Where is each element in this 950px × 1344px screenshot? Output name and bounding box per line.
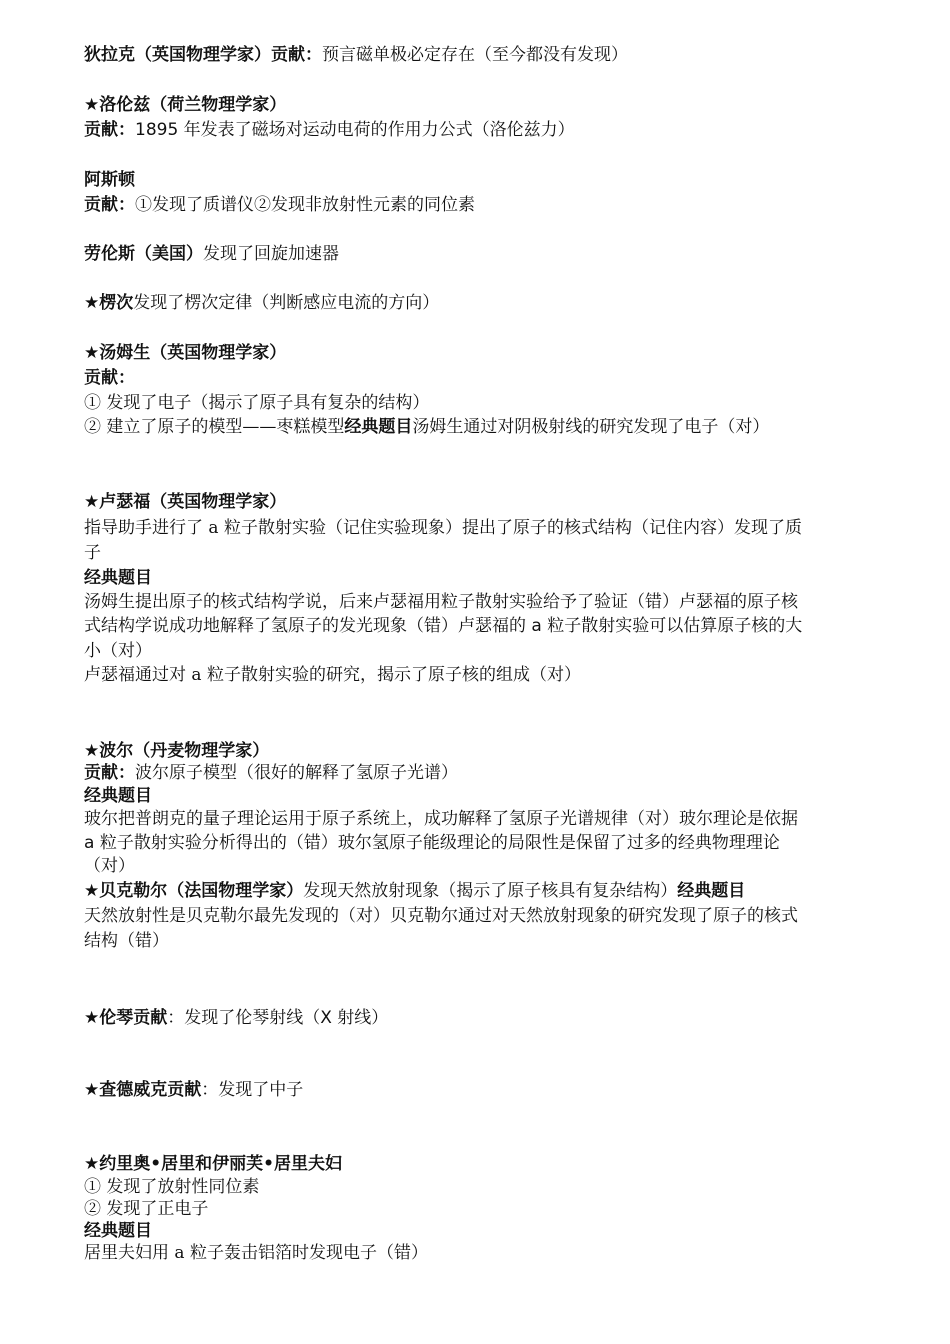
lorentz-text: 年发表了磁场对运动电荷的作用力公式（洛伦兹力） [183,120,575,140]
rutherford-question-2 [84,615,904,637]
thomson-label: 贡献： [84,368,135,388]
bohr-label: 贡献： [84,763,135,783]
rutherford-line-2: 子 [84,543,101,563]
rutherford-question-3: 小（对） [84,641,152,661]
lorentz-year: 1895 [135,120,179,140]
curie-item-2: ② 发现了正电子 [84,1199,209,1219]
becquerel-heading: ★贝克勒尔（法国物理学家） [84,881,304,901]
rutherford-title: ★卢瑟福（英国物理学家） [84,492,287,512]
thomson-item-1: ① 发现了电子（揭示了原子具有复杂的结构） [84,393,430,413]
bohr-title: ★波尔（丹麦物理学家） [84,741,270,761]
rutherford-question-1: 汤姆生提出原子的核式结构学说，后来卢瑟福用粒子散射实验给予了验证（错）卢瑟福的原子核 [84,592,798,612]
roentgen-x: X [320,1008,332,1028]
lenz-text: 发现了楞次定律（判断感应电流的方向） [133,293,440,313]
becquerel-question-2: 结构（错） [84,931,169,951]
aston-text: ①发现了质谱仪②发现非放射性元素的同位素 [135,195,475,215]
lawrence-heading: 劳伦斯（美国） [84,244,203,264]
chadwick-text: ：发现了中子 [201,1080,304,1100]
dirac-line [84,44,904,66]
rutherford-q2-text: 式结构学说成功地解释了氢原子的发光现象（错）卢瑟福的 [84,616,532,636]
becquerel-line [84,880,904,902]
lorentz-title: ★洛伦兹（荷兰物理学家） [84,95,287,115]
chadwick-heading: ★查德威克贡献 [84,1080,202,1100]
thomson-title: ★汤姆生（英国物理学家） [84,343,287,363]
bohr-question-2 [84,832,904,854]
bohr-question-1: 玻尔把普朗克的量子理论运用于原子系统上，成功解释了氢原子光谱规律（对）玻尔理论是依据 [84,809,798,829]
lorentz-label: 贡献： [84,120,135,140]
dirac-heading: 狄拉克（英国物理学家）贡献： [84,45,322,65]
aston-label: 贡献： [84,195,135,215]
curie-classic-label: 经典题目 [84,1221,152,1241]
thomson-item-2 [84,416,904,438]
rutherford-line-1: 指导助手进行了 a 粒子散射实验（记住实验现象）提出了原子的核式结构（记住内容）发现了质 [84,518,802,538]
rutherford-classic-label: 经典题目 [84,568,152,588]
rutherford-q2-alpha: a [531,616,542,636]
thomson-classic-label: 经典题目 [344,417,413,437]
curie-title: ★约里奥•居里和伊丽芙•居里夫妇 [84,1154,342,1174]
curie-question-1: 居里夫妇用 a 粒子轰击铝箔时发现电子（错） [84,1243,428,1263]
lenz-heading: ★楞次 [84,293,134,313]
aston-title: 阿斯顿 [84,170,135,190]
becquerel-question-1: 天然放射性是贝克勒尔最先发现的（对）贝克勒尔通过对天然放射现象的研究发现了原子的核式 [84,906,798,926]
lawrence-text: 发现了回旋加速器 [203,244,339,264]
thomson-question: 汤姆生通过对阴极射线的研究发现了电子（对） [412,417,770,437]
rutherford-question-4: 卢瑟福通过对 a 粒子散射实验的研究，揭示了原子核的组成（对） [84,665,581,685]
lenz-line [84,292,904,314]
becquerel-classic-label: 经典题目 [677,881,746,901]
bohr-question-3: （对） [84,856,135,876]
chadwick-line [84,1079,904,1101]
roentgen-text-end: 射线） [331,1008,389,1028]
bohr-q2-alpha: a [84,833,95,853]
becquerel-text: 发现天然放射现象（揭示了原子核具有复杂结构） [303,881,678,901]
lawrence-line [84,243,904,265]
dirac-text: 预言磁单极必定存在（至今都没有发现） [322,45,628,65]
lorentz-line [84,119,904,141]
thomson-item-2-text: ② 建立了原子的模型——枣糕模型 [84,417,345,437]
rutherford-q2-rest: 粒子散射实验可以估算原子核的大 [541,616,803,636]
bohr-text: 波尔原子模型（很好的解释了氢原子光谱） [135,763,458,783]
roentgen-line [84,1007,904,1029]
roentgen-text: ：发现了伦琴射线（ [167,1008,321,1028]
roentgen-heading: ★伦琴贡献 [84,1008,168,1028]
aston-line [84,194,904,216]
bohr-q2-rest: 粒子散射实验分析得出的（错）玻尔氢原子能级理论的局限性是保留了过多的经典物理理论 [94,833,780,853]
bohr-line [84,762,904,784]
bohr-classic-label: 经典题目 [84,786,152,806]
curie-item-1: ① 发现了放射性同位素 [84,1177,260,1197]
